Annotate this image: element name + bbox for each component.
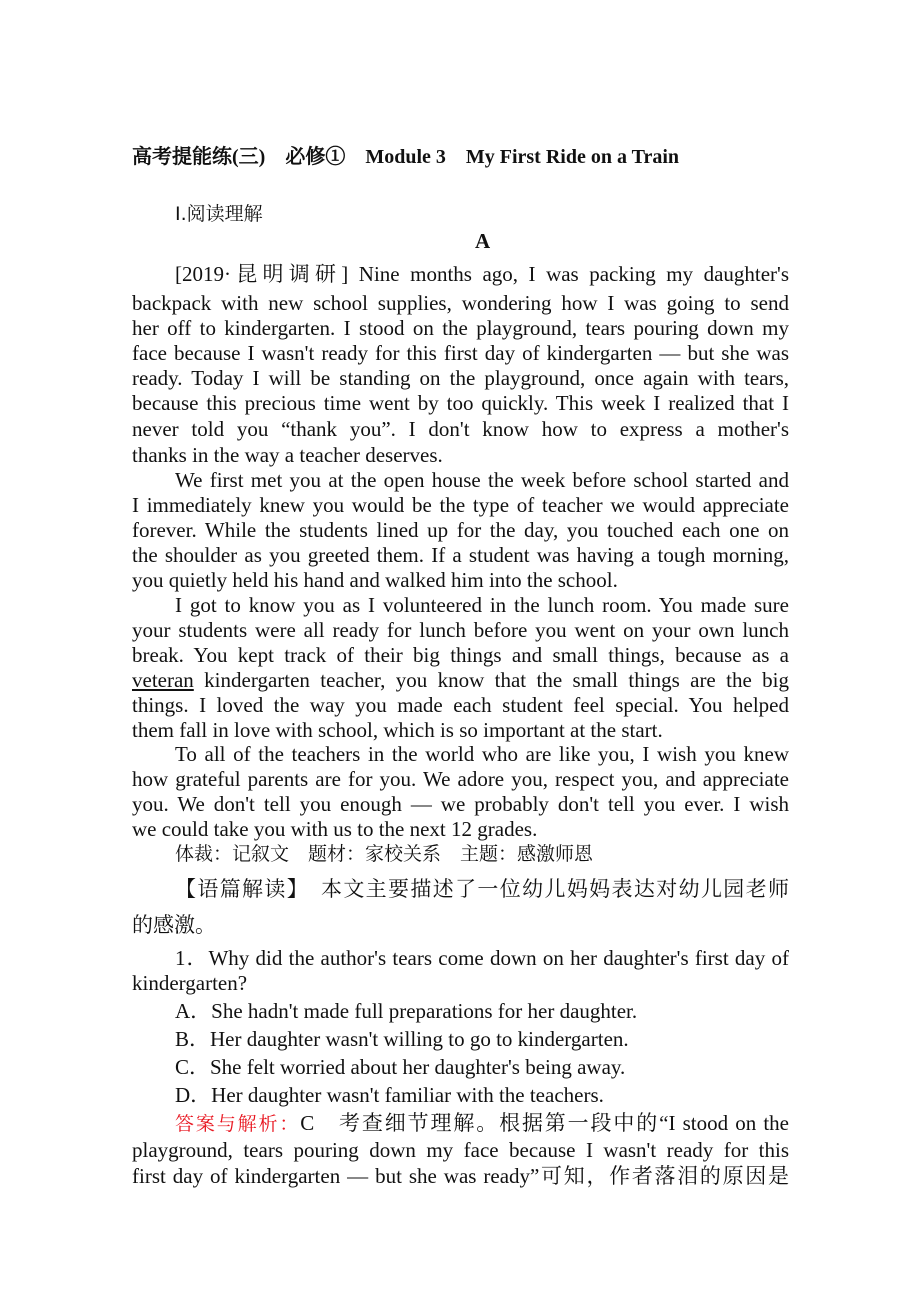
text-line: D．Her daughter wasn't familiar with the teachers.: [175, 1083, 604, 1107]
text-line: you. We don't tell you enough — we probably don't tell you ever. I wish: [132, 792, 789, 816]
text-line: [132, 667, 789, 693]
text-line: the shoulder as you greeted them. If a student was having a tough morning,: [132, 543, 789, 567]
passage-label: A: [475, 229, 491, 253]
text-line: forever. While the students lined up for the day, you touched each one on: [132, 518, 789, 542]
answer-label: 答案与解析：: [175, 1113, 301, 1135]
underlined-word: veteran: [132, 668, 194, 692]
text-line: backpack with new school supplies, wondering how I was going to send: [132, 291, 789, 315]
text-line: 【语篇解读】 本文主要描述了一位幼儿妈妈表达对幼儿园老师: [175, 877, 789, 901]
text-line: things. I loved the way you made each student feel special. You helped: [132, 693, 789, 717]
text-line: her off to kindergarten. I stood on the playground, tears pouring down my: [132, 316, 789, 340]
text-line: I immediately knew you would be the type of teacher we would appreciate: [132, 493, 789, 517]
text-line: A．She hadn't made full preparations for her daughter.: [175, 999, 638, 1023]
text-line: [2019·昆明调研] Nine months ago, I was packing my daughter's: [175, 262, 789, 286]
text-line: thanks in the way a teacher deserves.: [132, 443, 443, 467]
document-title: 高考提能练(三) 必修① Module 3 My First Ride on a Train: [132, 146, 680, 168]
text-line: we could take you with us to the next 12 grades.: [132, 817, 538, 841]
text-line: break. You kept track of their big things and small things, because as a: [132, 643, 789, 667]
text-line: you quietly held his hand and walked him into the school.: [132, 568, 618, 592]
text-line: your students were all ready for lunch before you went on your own lunch: [132, 618, 789, 642]
text-line: playground, tears pouring down my face because I wasn't ready for this: [132, 1138, 789, 1162]
text-line: how grateful parents are for you. We adore you, respect you, and appreciate: [132, 767, 789, 791]
text-line: We first met you at the open house the week before school started and: [175, 468, 789, 492]
section-heading: Ⅰ.阅读理解: [175, 203, 263, 225]
text-line: I got to know you as I volunteered in the lunch room. You made sure: [175, 593, 789, 617]
text-line: To all of the teachers in the world who are like you, I wish you knew: [175, 742, 789, 766]
text-line: 的感激。: [132, 913, 216, 937]
text-line: them fall in love with school, which is so important at the start.: [132, 718, 663, 742]
text-line: never told you “thank you”. I don't know how to express a mother's: [132, 417, 789, 441]
text-line: first day of kindergarten — but she was ready”可知，作者落泪的原因是: [132, 1164, 789, 1188]
text-segment: C 考查细节理解。根据第一段中的“I stood on the: [300, 1111, 789, 1135]
text-line: because this precious time went by too quickly. This week I realized that I: [132, 391, 789, 415]
text-line: C．She felt worried about her daughter's being away.: [175, 1055, 626, 1079]
text-line: kindergarten?: [132, 971, 248, 995]
text-segment: kindergarten teacher, you know that the small things are the big: [193, 668, 789, 692]
text-line: B．Her daughter wasn't willing to go to kindergarten.: [175, 1027, 629, 1051]
text-line: [175, 1110, 789, 1136]
text-line: face because I wasn't ready for this first day of kindergarten — but she was: [132, 341, 789, 365]
text-line: 1．Why did the author's tears come down on her daughter's first day of: [175, 946, 789, 970]
text-line: ready. Today I will be standing on the playground, once again with tears,: [132, 366, 789, 390]
text-line: 体裁：记叙文 题材：家校关系 主题：感激师恩: [175, 843, 594, 865]
